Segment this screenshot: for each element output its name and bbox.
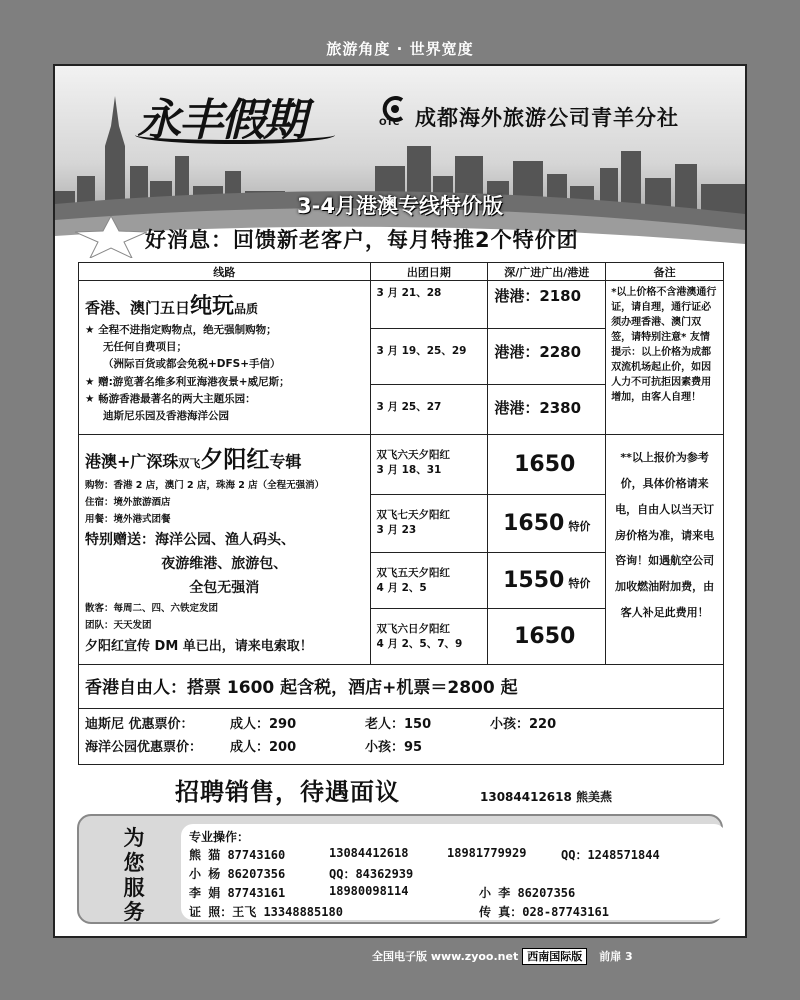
logo: 永丰假期 <box>137 95 305 146</box>
serve-label: 为您服务 <box>123 825 145 925</box>
route-hk-macau <box>79 281 371 435</box>
route-meal: 用餐：境外港式团餐 <box>85 514 171 525</box>
disney-adult: 成人：290 <box>230 717 297 732</box>
price-cell: 1650 <box>488 435 606 495</box>
footer <box>372 948 633 964</box>
table-row <box>79 709 724 765</box>
route-title: 港澳+广深珠双飞夕阳红专辑 <box>85 446 302 473</box>
route-hotel: 住宿：境外旅游酒店 <box>85 497 171 508</box>
route-line: ★ 全程不进指定购物点，绝无强制购物； <box>85 324 277 336</box>
route-line: 迪斯尼乐园及香港海洋公园 <box>103 409 229 422</box>
footer-site: 全国电子版 www.zyoo.net <box>372 950 519 963</box>
route-gift: 特别赠送：海洋公园、渔人码头、 <box>85 532 295 548</box>
route-line: （洲际百货或都会免税+DFS+手信） <box>103 358 281 371</box>
ad-frame <box>53 64 747 938</box>
date-cell: 3 月 19、25、29 <box>370 329 488 385</box>
route-shopping: 购物：香港 2 店，澳门 2 店，珠海 2 店（全程无强消） <box>85 480 325 491</box>
date-cell: 双飞六天夕阳红 3 月 18、31 <box>370 435 488 495</box>
special-title: 3-4月港澳专线特价版 <box>297 194 503 218</box>
header-date: 出团日期 <box>370 263 488 281</box>
date-cell: 双飞五天夕阳红 4 月 2、5 <box>370 553 488 609</box>
top-slogan: 旅游角度 · 世界宽度 <box>326 40 474 58</box>
footer-brand: 西南国际版 <box>522 948 587 965</box>
banner <box>55 66 745 252</box>
header-remark: 备注 <box>606 263 724 281</box>
price-table <box>78 262 724 765</box>
price-cell: 1650 <box>488 609 606 665</box>
good-news: 好消息：回馈新老客户，每月特推2个特价团 <box>145 228 579 252</box>
ticket-prices <box>79 709 724 765</box>
table-row <box>79 435 724 495</box>
header-route: 线路 <box>79 263 371 281</box>
recruit-title: 招聘销售，待遇面议 <box>175 777 400 806</box>
price-cell: 1550 特价 <box>488 553 606 609</box>
table-header-row <box>79 263 724 281</box>
table-row <box>79 665 724 709</box>
route-sunset <box>79 435 371 665</box>
date-cell: 双飞七天夕阳红 3 月 23 <box>370 495 488 553</box>
contact-title: 专业操作： <box>189 830 250 844</box>
route-title: 香港、澳门五日纯玩品质 <box>85 293 259 319</box>
price-cell: 1650 特价 <box>488 495 606 553</box>
star-icon <box>75 216 147 258</box>
remark-cell: **以上报价为参考价，具体价格请来电，自由人以当天订房价格为准，请来电咨询！如遇航空公司加收燃油附加费，由客人补足此费用！ <box>606 435 724 665</box>
contact-box: 为您服务 专业操作： 熊 猫 87743160 13084412618 18981779929 QQ：1248571844 小 杨 86207356 QQ：84362939 李 娟 87743161 18980098114 小 李 86207356 证 照：王飞 13348885180 传 真：028-87743161 <box>77 814 723 924</box>
route-gift: 全包无强消 <box>189 580 260 596</box>
ocean-child: 小孩：95 <box>365 740 423 756</box>
disney-label: 迪斯尼 优惠票价： <box>85 717 194 732</box>
disney-senior: 老人：150 <box>365 717 432 732</box>
price-cell: 港港：2380 <box>488 385 606 435</box>
route-depart: 散客：每周二、四、六铁定发团 <box>85 603 219 614</box>
route-gift: 夜游维港、旅游包、 <box>161 556 288 572</box>
table-row <box>79 281 724 329</box>
hk-free-traveler: 香港自由人：搭票 1600 起含税，酒店+机票＝2800 起 <box>79 665 724 709</box>
otc-label: OTC <box>379 118 400 128</box>
price-cell: 港港：2180 <box>488 281 606 329</box>
header-price: 深/广进广出/港进 <box>488 263 606 281</box>
date-cell: 3 月 21、28 <box>370 281 488 329</box>
ocean-adult: 成人：200 <box>230 740 297 756</box>
footer-page: 前扉 3 <box>599 950 633 963</box>
route-team: 团队：天天发团 <box>85 620 152 631</box>
route-line: 无任何自费项目； <box>103 341 187 354</box>
route-line: ★ 畅游香港最著名的两大主题乐园： <box>85 392 256 405</box>
price-cell: 港港：2280 <box>488 329 606 385</box>
disney-child: 小孩：220 <box>490 717 557 732</box>
date-cell: 双飞六日夕阳红 4 月 2、5、7、9 <box>370 609 488 665</box>
date-cell: 3 月 25、27 <box>370 385 488 435</box>
remark-cell: *以上价格不含港澳通行证，请自理，通行证必须办理香港、澳门双签，请特别注意* 友情提示：以上价格为成都双流机场起止价，如因人力不可抗拒因素费用增加，由客人自理！ <box>606 281 724 435</box>
recruit-phone: 13084412618 熊美燕 <box>480 790 613 804</box>
logo-swoosh <box>135 126 335 144</box>
company-name: 成都海外旅游公司青羊分社 <box>415 105 679 130</box>
route-dm: 夕阳红宣传 DM 单已出，请来电索取！ <box>85 639 313 654</box>
ocean-label: 海洋公园优惠票价： <box>85 740 203 756</box>
route-line: ★ 赠:游览著名维多利亚海港夜景+威尼斯； <box>85 375 290 388</box>
